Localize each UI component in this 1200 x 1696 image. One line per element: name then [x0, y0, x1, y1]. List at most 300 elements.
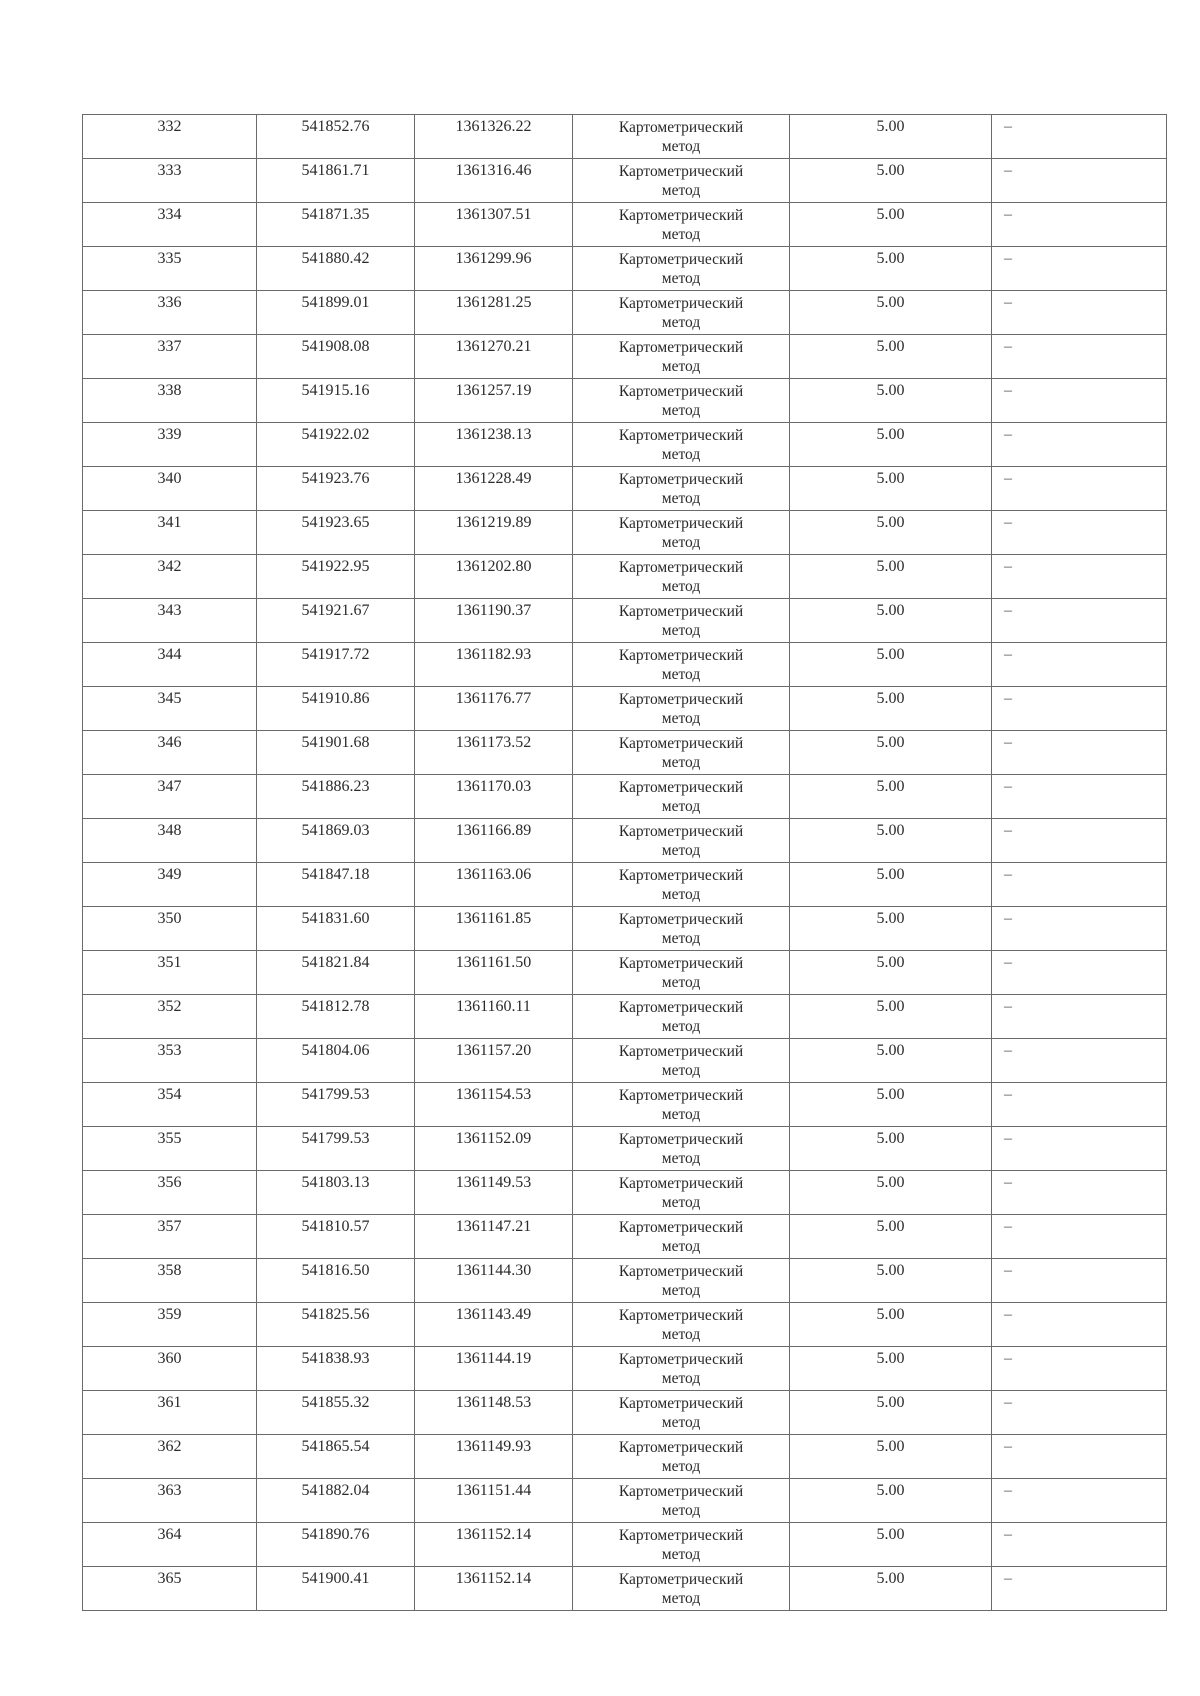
point-number-cell: 364: [83, 1523, 257, 1567]
y-coordinate-cell: 1361161.85: [415, 907, 573, 951]
y-coordinate-cell: 1361176.77: [415, 687, 573, 731]
x-coordinate-cell: 541908.08: [257, 335, 415, 379]
x-coordinate-cell: 541910.86: [257, 687, 415, 731]
method-cell: [573, 159, 790, 203]
accuracy-cell: 5.00: [790, 291, 992, 335]
point-number-cell: 355: [83, 1127, 257, 1171]
table-row: [83, 555, 1167, 599]
table-row: [83, 247, 1167, 291]
point-number-cell: 365: [83, 1567, 257, 1611]
table-row: [83, 1303, 1167, 1347]
x-coordinate-cell: 541816.50: [257, 1259, 415, 1303]
method-label-line2: метод: [661, 1018, 701, 1035]
y-coordinate-cell: 1361144.19: [415, 1347, 573, 1391]
accuracy-cell: 5.00: [790, 1303, 992, 1347]
method-cell: [573, 687, 790, 731]
note-cell: –: [992, 643, 1167, 687]
x-coordinate-cell: 541871.35: [257, 203, 415, 247]
x-coordinate-cell: 541901.68: [257, 731, 415, 775]
point-number-cell: 345: [83, 687, 257, 731]
note-cell: –: [992, 819, 1167, 863]
y-coordinate-cell: 1361299.96: [415, 247, 573, 291]
method-cell: [573, 203, 790, 247]
method-label-line2: метод: [661, 1326, 701, 1343]
method-label-line1: Картометрический: [618, 1307, 744, 1324]
method-cell: [573, 995, 790, 1039]
table-row: [83, 511, 1167, 555]
table-row: [83, 115, 1167, 159]
accuracy-cell: 5.00: [790, 555, 992, 599]
note-cell: –: [992, 379, 1167, 423]
method-label-line2: метод: [661, 1546, 701, 1563]
point-number-cell: 358: [83, 1259, 257, 1303]
method-label-line2: метод: [661, 666, 701, 683]
method-label-line1: Картометрический: [618, 1043, 744, 1060]
method-label-line1: Картометрический: [618, 691, 744, 708]
table-row: [83, 1347, 1167, 1391]
point-number-cell: 335: [83, 247, 257, 291]
method-cell: [573, 1127, 790, 1171]
accuracy-cell: 5.00: [790, 951, 992, 995]
method-label-line1: Картометрический: [618, 339, 744, 356]
method-label-line1: Картометрический: [618, 471, 744, 488]
x-coordinate-cell: 541869.03: [257, 819, 415, 863]
method-label-line2: метод: [661, 270, 701, 287]
table-row: [83, 687, 1167, 731]
table-row: [83, 1039, 1167, 1083]
point-number-cell: 340: [83, 467, 257, 511]
table-row: [83, 1391, 1167, 1435]
note-cell: –: [992, 1303, 1167, 1347]
x-coordinate-cell: 541899.01: [257, 291, 415, 335]
accuracy-cell: 5.00: [790, 115, 992, 159]
y-coordinate-cell: 1361152.14: [415, 1523, 573, 1567]
accuracy-cell: 5.00: [790, 1039, 992, 1083]
accuracy-cell: 5.00: [790, 159, 992, 203]
table-row: [83, 1259, 1167, 1303]
y-coordinate-cell: 1361144.30: [415, 1259, 573, 1303]
x-coordinate-cell: 541799.53: [257, 1083, 415, 1127]
method-label-line1: Картометрический: [618, 603, 744, 620]
method-cell: [573, 291, 790, 335]
method-label-line2: метод: [661, 1458, 701, 1475]
table-row: [83, 1523, 1167, 1567]
note-cell: –: [992, 423, 1167, 467]
method-label-line2: метод: [661, 1150, 701, 1167]
y-coordinate-cell: 1361166.89: [415, 819, 573, 863]
point-number-cell: 343: [83, 599, 257, 643]
method-label-line1: Картометрический: [618, 1131, 744, 1148]
note-cell: –: [992, 1347, 1167, 1391]
method-label-line1: Картометрический: [618, 1219, 744, 1236]
method-label-line1: Картометрический: [618, 1087, 744, 1104]
y-coordinate-cell: 1361151.44: [415, 1479, 573, 1523]
y-coordinate-cell: 1361257.19: [415, 379, 573, 423]
y-coordinate-cell: 1361154.53: [415, 1083, 573, 1127]
accuracy-cell: 5.00: [790, 247, 992, 291]
method-cell: [573, 1391, 790, 1435]
method-label-line1: Картометрический: [618, 823, 744, 840]
method-label-line2: метод: [661, 798, 701, 815]
point-number-cell: 344: [83, 643, 257, 687]
note-cell: –: [992, 1435, 1167, 1479]
note-cell: –: [992, 599, 1167, 643]
note-cell: –: [992, 775, 1167, 819]
method-cell: [573, 775, 790, 819]
x-coordinate-cell: 541922.02: [257, 423, 415, 467]
table-row: [83, 159, 1167, 203]
accuracy-cell: 5.00: [790, 1391, 992, 1435]
method-label-line2: метод: [661, 490, 701, 507]
y-coordinate-cell: 1361152.09: [415, 1127, 573, 1171]
x-coordinate-cell: 541915.16: [257, 379, 415, 423]
method-cell: [573, 599, 790, 643]
accuracy-cell: 5.00: [790, 1347, 992, 1391]
accuracy-cell: 5.00: [790, 335, 992, 379]
note-cell: –: [992, 203, 1167, 247]
y-coordinate-cell: 1361160.11: [415, 995, 573, 1039]
method-cell: [573, 731, 790, 775]
table-row: [83, 731, 1167, 775]
x-coordinate-cell: 541921.67: [257, 599, 415, 643]
note-cell: –: [992, 511, 1167, 555]
y-coordinate-cell: 1361157.20: [415, 1039, 573, 1083]
method-label-line2: метод: [661, 138, 701, 155]
method-cell: [573, 247, 790, 291]
method-label-line1: Картометрический: [618, 559, 744, 576]
accuracy-cell: 5.00: [790, 995, 992, 1039]
method-cell: [573, 1567, 790, 1611]
method-label-line1: Картометрический: [618, 119, 744, 136]
method-label-line1: Картометрический: [618, 427, 744, 444]
point-number-cell: 336: [83, 291, 257, 335]
table-row: [83, 1083, 1167, 1127]
y-coordinate-cell: 1361228.49: [415, 467, 573, 511]
note-cell: –: [992, 335, 1167, 379]
point-number-cell: 356: [83, 1171, 257, 1215]
x-coordinate-cell: 541803.13: [257, 1171, 415, 1215]
method-cell: [573, 555, 790, 599]
x-coordinate-cell: 541865.54: [257, 1435, 415, 1479]
method-cell: [573, 335, 790, 379]
method-cell: [573, 1523, 790, 1567]
method-label-line1: Картометрический: [618, 779, 744, 796]
method-label-line2: метод: [661, 1282, 701, 1299]
method-label-line1: Картометрический: [618, 1571, 744, 1588]
x-coordinate-cell: 541825.56: [257, 1303, 415, 1347]
note-cell: –: [992, 731, 1167, 775]
method-label-line1: Картометрический: [618, 1439, 744, 1456]
note-cell: –: [992, 907, 1167, 951]
table-row: [83, 1435, 1167, 1479]
note-cell: –: [992, 1215, 1167, 1259]
note-cell: –: [992, 1523, 1167, 1567]
y-coordinate-cell: 1361147.21: [415, 1215, 573, 1259]
accuracy-cell: 5.00: [790, 1215, 992, 1259]
point-number-cell: 350: [83, 907, 257, 951]
method-label-line1: Картометрический: [618, 955, 744, 972]
x-coordinate-cell: 541880.42: [257, 247, 415, 291]
method-label-line2: метод: [661, 974, 701, 991]
note-cell: –: [992, 291, 1167, 335]
method-label-line1: Картометрический: [618, 1527, 744, 1544]
x-coordinate-cell: 541804.06: [257, 1039, 415, 1083]
method-label-line1: Картометрический: [618, 1175, 744, 1192]
point-number-cell: 334: [83, 203, 257, 247]
method-cell: [573, 379, 790, 423]
method-label-line2: метод: [661, 578, 701, 595]
method-cell: [573, 1039, 790, 1083]
method-label-line1: Картометрический: [618, 383, 744, 400]
x-coordinate-cell: 541812.78: [257, 995, 415, 1039]
table-row: [83, 907, 1167, 951]
note-cell: –: [992, 1039, 1167, 1083]
accuracy-cell: 5.00: [790, 775, 992, 819]
method-label-line2: метод: [661, 1370, 701, 1387]
method-label-line1: Картометрический: [618, 1395, 744, 1412]
note-cell: –: [992, 687, 1167, 731]
x-coordinate-cell: 541821.84: [257, 951, 415, 995]
note-cell: –: [992, 1083, 1167, 1127]
table-row: [83, 599, 1167, 643]
method-cell: [573, 1083, 790, 1127]
method-label-line1: Картометрический: [618, 515, 744, 532]
x-coordinate-cell: 541852.76: [257, 115, 415, 159]
method-cell: [573, 1303, 790, 1347]
accuracy-cell: 5.00: [790, 1435, 992, 1479]
accuracy-cell: 5.00: [790, 1523, 992, 1567]
y-coordinate-cell: 1361148.53: [415, 1391, 573, 1435]
x-coordinate-cell: 541882.04: [257, 1479, 415, 1523]
accuracy-cell: 5.00: [790, 687, 992, 731]
accuracy-cell: 5.00: [790, 599, 992, 643]
note-cell: –: [992, 1171, 1167, 1215]
note-cell: –: [992, 951, 1167, 995]
x-coordinate-cell: 541838.93: [257, 1347, 415, 1391]
point-number-cell: 352: [83, 995, 257, 1039]
method-cell: [573, 907, 790, 951]
x-coordinate-cell: 541810.57: [257, 1215, 415, 1259]
y-coordinate-cell: 1361219.89: [415, 511, 573, 555]
point-number-cell: 363: [83, 1479, 257, 1523]
table-row: [83, 863, 1167, 907]
method-label-line2: метод: [661, 1194, 701, 1211]
note-cell: –: [992, 159, 1167, 203]
y-coordinate-cell: 1361316.46: [415, 159, 573, 203]
y-coordinate-cell: 1361161.50: [415, 951, 573, 995]
point-number-cell: 353: [83, 1039, 257, 1083]
table-row: [83, 1567, 1167, 1611]
method-label-line1: Картометрический: [618, 295, 744, 312]
method-label-line1: Картометрический: [618, 1263, 744, 1280]
method-label-line2: метод: [661, 842, 701, 859]
method-cell: [573, 1347, 790, 1391]
method-label-line2: метод: [661, 886, 701, 903]
y-coordinate-cell: 1361143.49: [415, 1303, 573, 1347]
method-cell: [573, 1215, 790, 1259]
y-coordinate-cell: 1361182.93: [415, 643, 573, 687]
x-coordinate-cell: 541923.76: [257, 467, 415, 511]
method-label-line2: метод: [661, 1590, 701, 1607]
method-cell: [573, 1435, 790, 1479]
table-row: [83, 335, 1167, 379]
note-cell: –: [992, 1567, 1167, 1611]
y-coordinate-cell: 1361307.51: [415, 203, 573, 247]
method-label-line1: Картометрический: [618, 1483, 744, 1500]
point-number-cell: 341: [83, 511, 257, 555]
method-label-line2: метод: [661, 1502, 701, 1519]
method-label-line2: метод: [661, 1414, 701, 1431]
method-label-line2: метод: [661, 358, 701, 375]
accuracy-cell: 5.00: [790, 907, 992, 951]
x-coordinate-cell: 541890.76: [257, 1523, 415, 1567]
point-number-cell: 351: [83, 951, 257, 995]
y-coordinate-cell: 1361149.93: [415, 1435, 573, 1479]
x-coordinate-cell: 541900.41: [257, 1567, 415, 1611]
method-cell: [573, 1479, 790, 1523]
method-label-line2: метод: [661, 446, 701, 463]
point-number-cell: 347: [83, 775, 257, 819]
method-cell: [573, 511, 790, 555]
point-number-cell: 349: [83, 863, 257, 907]
note-cell: –: [992, 1479, 1167, 1523]
method-label-line2: метод: [661, 622, 701, 639]
note-cell: –: [992, 995, 1167, 1039]
y-coordinate-cell: 1361270.21: [415, 335, 573, 379]
method-label-line1: Картометрический: [618, 163, 744, 180]
method-label-line1: Картометрический: [618, 911, 744, 928]
method-cell: [573, 951, 790, 995]
method-label-line2: метод: [661, 1238, 701, 1255]
table-row: [83, 1127, 1167, 1171]
coordinates-table: [82, 114, 1167, 1611]
accuracy-cell: 5.00: [790, 643, 992, 687]
method-cell: [573, 467, 790, 511]
note-cell: –: [992, 1259, 1167, 1303]
point-number-cell: 361: [83, 1391, 257, 1435]
accuracy-cell: 5.00: [790, 1259, 992, 1303]
method-cell: [573, 643, 790, 687]
x-coordinate-cell: 541917.72: [257, 643, 415, 687]
method-label-line2: метод: [661, 1062, 701, 1079]
point-number-cell: 359: [83, 1303, 257, 1347]
note-cell: –: [992, 863, 1167, 907]
x-coordinate-cell: 541886.23: [257, 775, 415, 819]
note-cell: –: [992, 1391, 1167, 1435]
accuracy-cell: 5.00: [790, 1083, 992, 1127]
y-coordinate-cell: 1361163.06: [415, 863, 573, 907]
method-label-line1: Картометрический: [618, 735, 744, 752]
method-label-line2: метод: [661, 314, 701, 331]
accuracy-cell: 5.00: [790, 203, 992, 247]
x-coordinate-cell: 541855.32: [257, 1391, 415, 1435]
method-label-line2: метод: [661, 1106, 701, 1123]
method-label-line1: Картометрический: [618, 647, 744, 664]
accuracy-cell: 5.00: [790, 1127, 992, 1171]
table-row: [83, 775, 1167, 819]
x-coordinate-cell: 541831.60: [257, 907, 415, 951]
x-coordinate-cell: 541847.18: [257, 863, 415, 907]
method-cell: [573, 115, 790, 159]
note-cell: –: [992, 1127, 1167, 1171]
y-coordinate-cell: 1361149.53: [415, 1171, 573, 1215]
method-label-line2: метод: [661, 182, 701, 199]
accuracy-cell: 5.00: [790, 467, 992, 511]
table-row: [83, 379, 1167, 423]
point-number-cell: 337: [83, 335, 257, 379]
method-label-line2: метод: [661, 754, 701, 771]
table-row: [83, 995, 1167, 1039]
table-row: [83, 819, 1167, 863]
method-label-line2: метод: [661, 534, 701, 551]
y-coordinate-cell: 1361173.52: [415, 731, 573, 775]
x-coordinate-cell: 541861.71: [257, 159, 415, 203]
accuracy-cell: 5.00: [790, 1171, 992, 1215]
y-coordinate-cell: 1361152.14: [415, 1567, 573, 1611]
method-cell: [573, 1171, 790, 1215]
method-label-line2: метод: [661, 226, 701, 243]
table-row: [83, 1171, 1167, 1215]
point-number-cell: 354: [83, 1083, 257, 1127]
accuracy-cell: 5.00: [790, 819, 992, 863]
x-coordinate-cell: 541923.65: [257, 511, 415, 555]
accuracy-cell: 5.00: [790, 1479, 992, 1523]
note-cell: –: [992, 555, 1167, 599]
point-number-cell: 362: [83, 1435, 257, 1479]
method-label-line1: Картометрический: [618, 867, 744, 884]
method-label-line2: метод: [661, 402, 701, 419]
y-coordinate-cell: 1361190.37: [415, 599, 573, 643]
point-number-cell: 346: [83, 731, 257, 775]
table-row: [83, 951, 1167, 995]
accuracy-cell: 5.00: [790, 731, 992, 775]
method-cell: [573, 423, 790, 467]
method-label-line2: метод: [661, 930, 701, 947]
accuracy-cell: 5.00: [790, 379, 992, 423]
point-number-cell: 348: [83, 819, 257, 863]
y-coordinate-cell: 1361281.25: [415, 291, 573, 335]
table-row: [83, 1215, 1167, 1259]
note-cell: –: [992, 115, 1167, 159]
table-row: [83, 643, 1167, 687]
accuracy-cell: 5.00: [790, 1567, 992, 1611]
point-number-cell: 333: [83, 159, 257, 203]
point-number-cell: 339: [83, 423, 257, 467]
method-cell: [573, 863, 790, 907]
y-coordinate-cell: 1361170.03: [415, 775, 573, 819]
table-row: [83, 203, 1167, 247]
point-number-cell: 338: [83, 379, 257, 423]
point-number-cell: 332: [83, 115, 257, 159]
accuracy-cell: 5.00: [790, 863, 992, 907]
table-row: [83, 291, 1167, 335]
x-coordinate-cell: 541799.53: [257, 1127, 415, 1171]
method-cell: [573, 819, 790, 863]
point-number-cell: 360: [83, 1347, 257, 1391]
note-cell: –: [992, 467, 1167, 511]
y-coordinate-cell: 1361326.22: [415, 115, 573, 159]
coordinates-table-body: [83, 115, 1167, 1611]
point-number-cell: 342: [83, 555, 257, 599]
y-coordinate-cell: 1361202.80: [415, 555, 573, 599]
method-label-line1: Картометрический: [618, 1351, 744, 1368]
x-coordinate-cell: 541922.95: [257, 555, 415, 599]
accuracy-cell: 5.00: [790, 511, 992, 555]
accuracy-cell: 5.00: [790, 423, 992, 467]
note-cell: –: [992, 247, 1167, 291]
point-number-cell: 357: [83, 1215, 257, 1259]
table-row: [83, 1479, 1167, 1523]
